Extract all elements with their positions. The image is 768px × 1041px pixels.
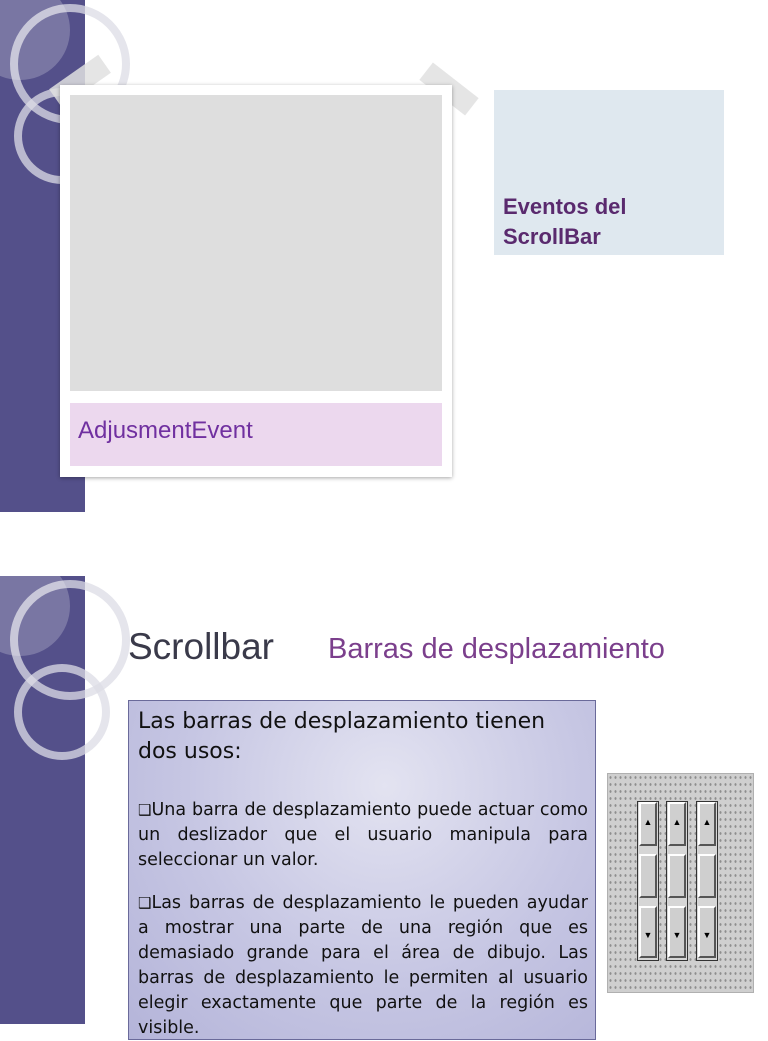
lead-text: Las barras de desplazamiento tienen dos usos:	[138, 709, 546, 764]
bullet-icon: ❑	[138, 894, 152, 912]
photo-caption-box	[70, 403, 442, 466]
scrollbar-column	[637, 801, 659, 961]
slide-title: Scrollbar	[128, 626, 274, 667]
down-arrow-icon: ▼	[702, 930, 712, 940]
photo-caption: AdjusmentEvent	[78, 417, 253, 444]
scrollbar-down-button	[639, 906, 657, 958]
bullet-text: Una barra de desplazamiento puede actuar como un deslizador que el usuario manipula para seleccionar un valor.	[138, 800, 588, 870]
slide-1	[0, 0, 768, 512]
slide-gap	[0, 512, 768, 576]
down-arrow-icon: ▼	[672, 930, 682, 940]
scrollbar-column	[696, 801, 718, 961]
content-box	[128, 700, 596, 1040]
scrollbar-up-button	[639, 802, 657, 846]
photo-placeholder	[70, 95, 442, 391]
bullet-paragraph	[138, 891, 588, 1041]
scrollbar-up-button	[698, 802, 716, 846]
scrollbar-picture	[607, 773, 754, 993]
slide-sidebar	[0, 576, 85, 1024]
slide-subtitle: Barras de desplazamiento	[328, 633, 665, 665]
bullet-text: Las barras de desplazamiento le pueden ayudar a mostrar una parte de una región que es demasiado grande para el área de dibujo. Las barras de desplazamiento le permiten al usuario elegir exactamente que parte de la región es visible.	[138, 893, 588, 1038]
scrollbar-down-button	[668, 906, 686, 958]
photo-frame	[60, 85, 452, 477]
decorative-ring-icon	[14, 664, 110, 760]
up-arrow-icon: ▲	[643, 817, 653, 827]
slide-title: Eventos del ScrollBar	[503, 194, 627, 249]
down-arrow-icon: ▼	[643, 930, 653, 940]
scrollbar-down-button	[698, 906, 716, 958]
scrollbar-thumb	[698, 854, 716, 898]
bullet-paragraph	[138, 798, 588, 873]
scrollbar-thumb	[639, 854, 657, 898]
slide-title-box	[494, 90, 724, 255]
bullet-icon: ❑	[138, 801, 152, 819]
scrollbar-column	[666, 801, 688, 961]
slide-2	[0, 576, 768, 1038]
up-arrow-icon: ▲	[702, 817, 712, 827]
up-arrow-icon: ▲	[672, 817, 682, 827]
scrollbar-thumb	[668, 854, 686, 898]
scrollbar-up-button	[668, 802, 686, 846]
